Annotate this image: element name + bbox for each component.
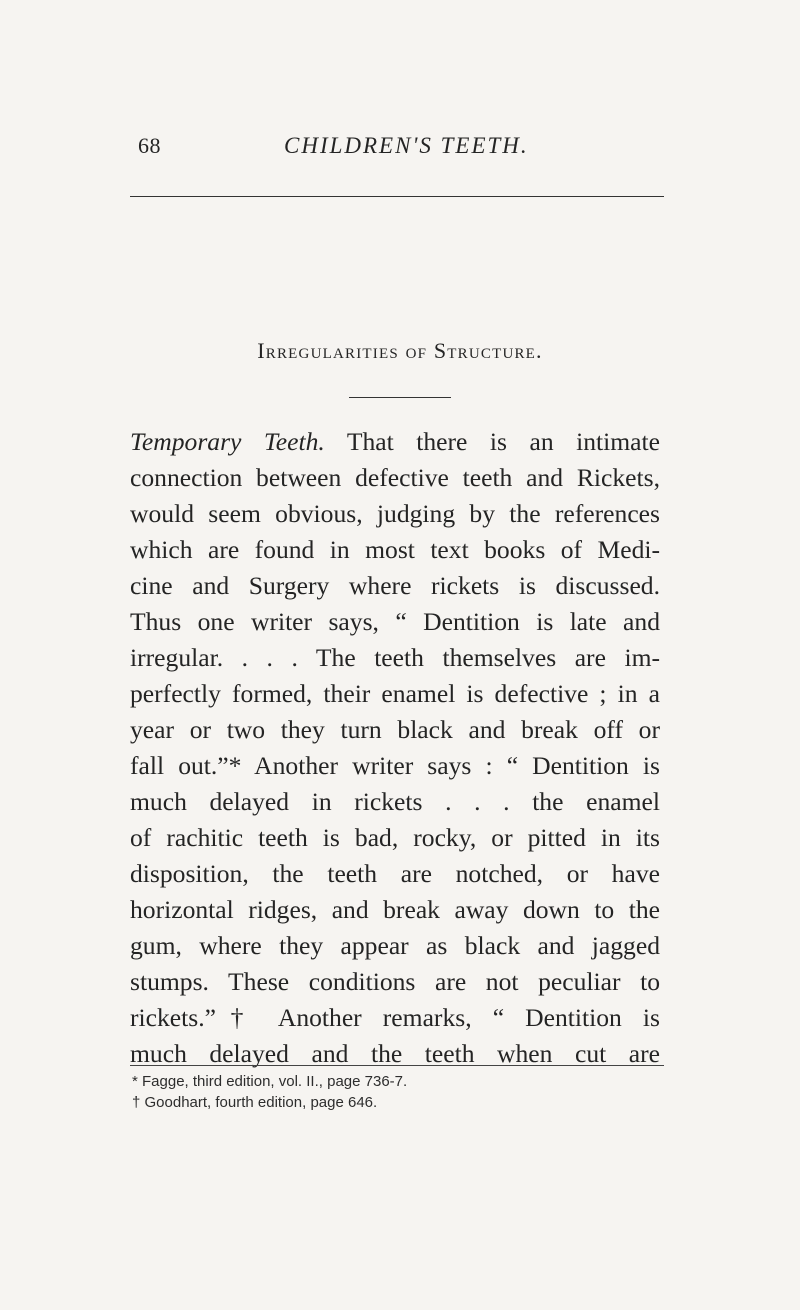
lead-in-italic: Temporary Teeth. xyxy=(130,427,325,456)
running-title: CHILDREN'S TEETH. xyxy=(284,133,529,158)
text-line-content: That there is an intimate xyxy=(324,427,660,456)
text-line: horizontal ridges, and break away down to the xyxy=(130,895,660,924)
text-line: rickets.”† Another remarks, “ Dentition is xyxy=(130,1003,660,1032)
section-divider xyxy=(349,397,451,398)
text-line: disposition, the teeth are notched, or have xyxy=(130,859,660,888)
footnote-rule xyxy=(130,1065,664,1066)
text-line: perfectly formed, their enamel is defective ; in a xyxy=(130,679,660,708)
page-number: 68 xyxy=(138,133,161,158)
running-head xyxy=(138,133,662,163)
text-line: stumps. These conditions are not peculiar to xyxy=(130,967,660,996)
text-line: irregular. . . . The teeth themselves are im- xyxy=(130,643,660,672)
header-rule xyxy=(130,196,664,197)
footnote: † Goodhart, fourth edition, page 646. xyxy=(132,1094,378,1111)
text-line: which are found in most text books of Medi- xyxy=(130,535,660,564)
text-line: connection between defective teeth and Rickets, xyxy=(130,463,660,492)
text-line: much delayed and the teeth when cut are xyxy=(130,1039,660,1068)
footnotes xyxy=(132,1071,652,1113)
text-line: gum, where they appear as black and jagged xyxy=(130,931,660,960)
section-heading: Irregularities of Structure. xyxy=(257,338,543,363)
text-line: Thus one writer says, “ Dentition is late and xyxy=(130,607,660,636)
text-line: of rachitic teeth is bad, rocky, or pitted in its xyxy=(130,823,660,852)
text-line: would seem obvious, judging by the references xyxy=(130,499,660,528)
text-line: much delayed in rickets . . . the enamel xyxy=(130,787,660,816)
text-line xyxy=(130,424,660,460)
text-line: year or two they turn black and break off or xyxy=(130,715,660,744)
body-paragraph xyxy=(130,424,660,1072)
text-line: cine and Surgery where rickets is discussed. xyxy=(130,571,660,600)
text-line: fall out.”* Another writer says : “ Dentition is xyxy=(130,751,660,780)
footnote: * Fagge, third edition, vol. II., page 736-7. xyxy=(132,1073,408,1090)
